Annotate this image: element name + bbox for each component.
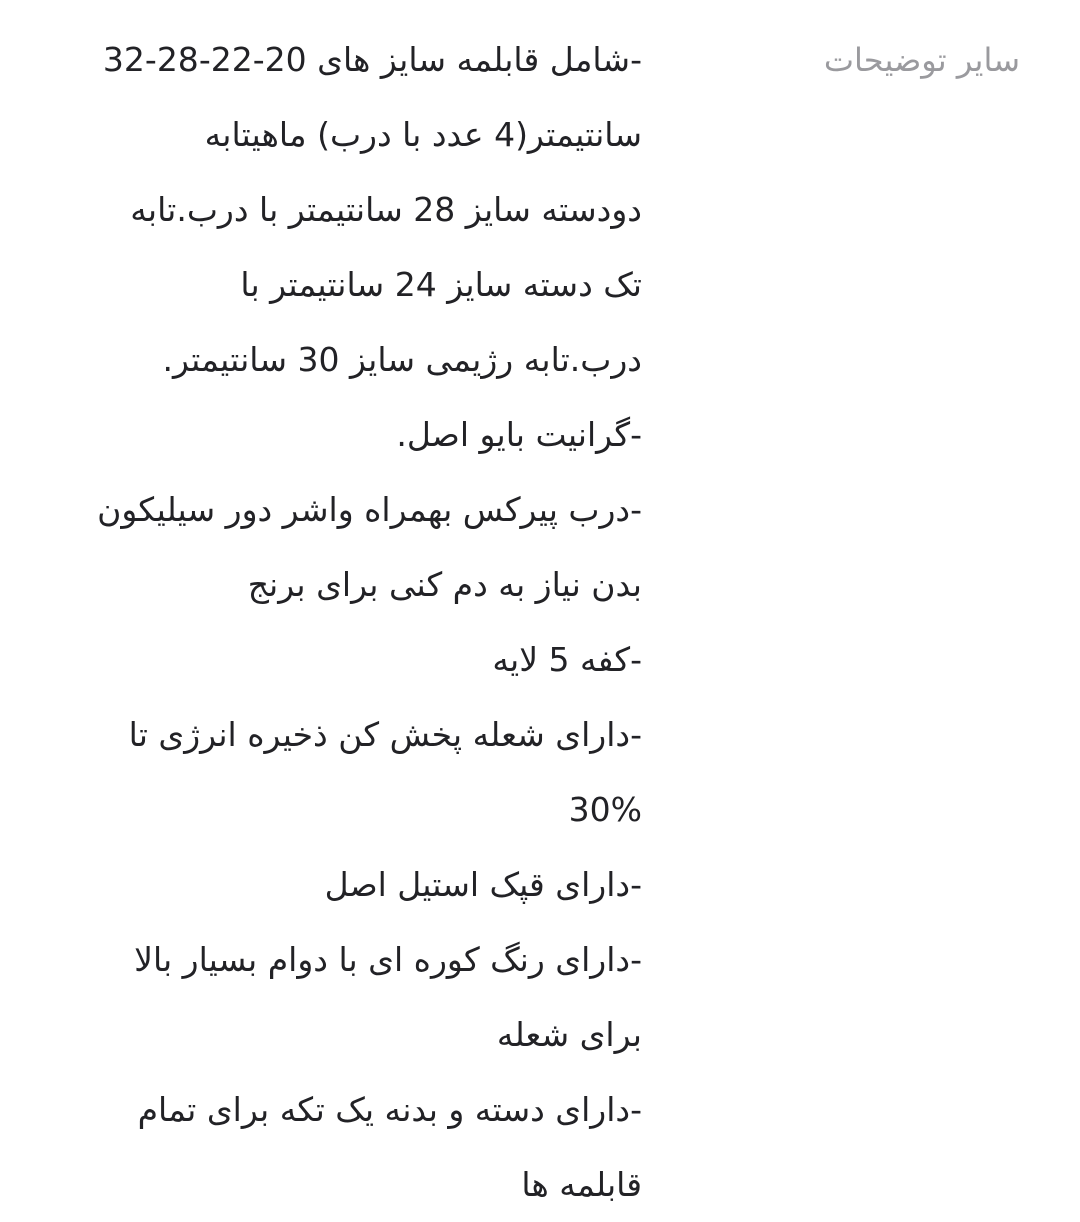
description-line: برای شعله xyxy=(496,1015,642,1054)
description-line: درب.تابه رژیمی سایز 30 سانتیمتر. xyxy=(162,340,642,379)
description-line: بدن نیاز به دم کنی برای برنج xyxy=(247,565,642,604)
description-line: 30% xyxy=(568,790,642,829)
description-line: -درب پیرکس بهمراه واشر دور سیلیکون xyxy=(97,490,642,529)
description-line: تک دسته سایز 24 سانتیمتر با xyxy=(240,265,642,304)
spec-label: سایر توضیحات xyxy=(823,41,1020,79)
description-line: قابلمه ها xyxy=(521,1165,642,1204)
description-line: -شامل قابلمه سایز های 20-22-28-32 xyxy=(102,40,642,79)
description-line: سانتیمتر(4 عدد با درب) ماهیتابه xyxy=(204,115,642,154)
description-line: -گرانیت بایو اصل. xyxy=(396,415,642,454)
description-line: -کفه 5 لایه xyxy=(492,640,642,679)
description-line: -دارای رنگ کوره ای با دوام بسیار بالا xyxy=(134,940,642,979)
description-line: دودسته سایز 28 سانتیمتر با درب.تابه xyxy=(130,190,642,229)
spec-value xyxy=(52,22,642,1222)
description-line: -دارای دسته و بدنه یک تکه برای تمام xyxy=(137,1090,642,1129)
description-line: -دارای شعله پخش کن ذخیره انرژی تا xyxy=(128,715,642,754)
description-line: -دارای قپک استیل اصل xyxy=(324,865,642,904)
